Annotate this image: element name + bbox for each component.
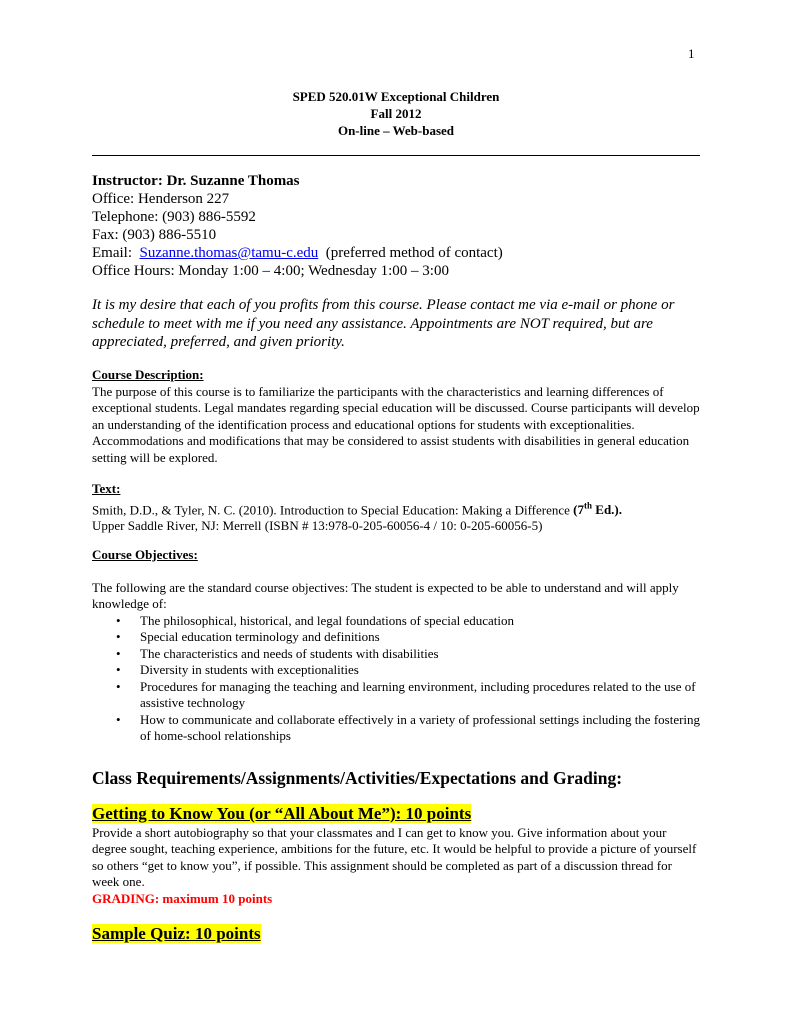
course-objectives-heading: Course Objectives: <box>92 547 198 562</box>
instructor-office: Office: Henderson 227 <box>92 191 230 207</box>
list-item: • The philosophical, historical, and legal foundations of special education <box>116 612 515 628</box>
text-citation-line1 <box>92 498 702 519</box>
email-label: Email: <box>92 245 140 261</box>
sample-quiz-section <box>92 926 702 944</box>
course-description-body: The purpose of this course is to familiarize the participants with the characteristics and learning differences of exceptional students. Legal mandates regarding special education will be discussed. Course participants will develop an understanding of the identification process and educational options for students with exceptionalities. Accommodations and modifications that may be considered to assist students with disabilities in general education setting will be explored. <box>92 383 700 465</box>
list-item: • The characteristics and needs of students with disabilities <box>116 645 439 661</box>
list-item: • How to communicate and collaborate effectively in a variety of professional settings including the fostering of home-school relationships <box>116 711 701 743</box>
email-note: (preferred method of contact) <box>318 245 503 261</box>
objectives-list <box>92 613 702 745</box>
text-citation-line2: Upper Saddle River, NJ: Merrell (ISBN # 13:978-0-205-60056-4 / 10: 0-205-60056-5) <box>92 518 543 534</box>
instructor-office-hours: Office Hours: Monday 1:00 – 4:00; Wednesday 1:00 – 3:00 <box>92 263 449 279</box>
text-heading: Text: <box>92 481 121 496</box>
list-item: • Special education terminology and definitions <box>116 629 380 644</box>
bullet-icon: • <box>116 662 121 677</box>
bullet-icon: • <box>116 711 121 727</box>
course-objectives-section <box>92 547 702 745</box>
text-section <box>92 481 702 535</box>
citation-edition: (7th Ed.). <box>573 500 623 517</box>
bullet-icon: • <box>116 629 121 644</box>
course-objectives-intro: The following are the standard course objectives: The student is expected to be able to understand and will apply knowledge of: <box>92 579 679 611</box>
bullet-icon: • <box>116 678 121 694</box>
list-item: • Procedures for managing the teaching and learning environment, including procedures related to the use of assistive technology <box>116 678 696 710</box>
course-format: On-line – Web-based <box>337 123 455 138</box>
list-item: • Diversity in students with exceptionalities <box>116 662 359 677</box>
course-description-section <box>92 367 702 466</box>
getting-to-know-section <box>92 806 702 907</box>
instructor-fax: Fax: (903) 886-5510 <box>92 227 217 243</box>
getting-to-know-body: Provide a short autobiography so that your classmates and I can get to know you. Give information about your degree sought, teaching experience, ambitions for the future, etc. It would be helpful to provide a picture of yourself so others “get to know you”, if possible. This assignment should be completed as part of a discussion thread for week one. <box>92 824 697 889</box>
class-requirements-heading: Class Requirements/Assignments/Activities/Expectations and Grading: <box>92 768 623 788</box>
instructor-name: Instructor: Dr. Suzanne Thomas <box>92 173 300 189</box>
bullet-icon: • <box>116 645 121 661</box>
page-number: 1 <box>688 46 695 61</box>
instructor-email-line <box>92 244 503 262</box>
getting-to-know-heading: Getting to Know You (or “All About Me”): 10 points <box>92 804 472 823</box>
instructor-telephone: Telephone: (903) 886-5592 <box>92 209 256 225</box>
course-title: SPED 520.01W Exceptional Children <box>292 89 500 104</box>
course-description-heading: Course Description: <box>92 367 204 382</box>
email-link[interactable]: Suzanne.thomas@tamu-c.edu <box>139 245 319 261</box>
sample-quiz-heading: Sample Quiz: 10 points <box>92 924 261 943</box>
getting-to-know-grading: GRADING: maximum 10 points <box>92 890 273 906</box>
intro-paragraph: It is my desire that each of you profits from this course. Please contact me via e-mail or phone or schedule to meet with me if you need any assistance. Appointments are NOT required, but are appreciated, preferred, and given priority. <box>92 297 675 350</box>
instructor-block <box>92 172 503 280</box>
course-header <box>92 88 700 139</box>
citation-main: Smith, D.D., & Tyler, N. C. (2010). Introduction to Special Education: Making a Difference <box>92 501 574 517</box>
header-divider <box>92 155 700 156</box>
bullet-icon: • <box>116 612 121 628</box>
course-term: Fall 2012 <box>370 106 422 121</box>
